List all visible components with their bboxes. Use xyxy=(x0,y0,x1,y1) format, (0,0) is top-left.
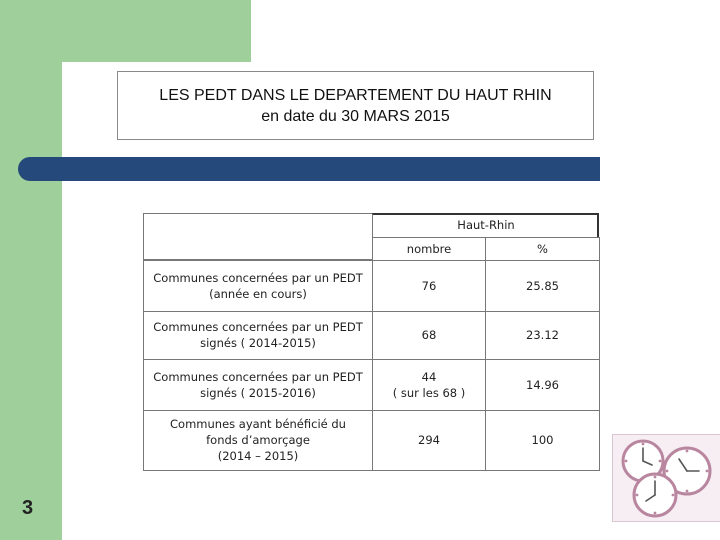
table-cell-percent: 14.96 xyxy=(526,377,559,392)
table-cell-nombre: 68 xyxy=(421,328,437,342)
label-line: (2014 – 2015) xyxy=(217,449,299,463)
grid-line xyxy=(599,238,600,470)
nombre-line: 44 xyxy=(421,369,437,384)
label-line: signés ( 2015-2016) xyxy=(200,385,316,400)
accent-bar xyxy=(18,157,600,181)
label-line: signés ( 2014-2015) xyxy=(200,336,316,350)
table-cell-percent: 25.85 xyxy=(526,279,559,293)
label-line: (année en cours) xyxy=(209,287,307,301)
title-line-1: LES PEDT DANS LE DEPARTEMENT DU HAUT RHIN xyxy=(159,86,552,104)
table-cell-percent: 23.12 xyxy=(526,328,559,342)
nombre-line: ( sur les 68 ) xyxy=(392,385,466,400)
table-cell-nombre: 76 xyxy=(421,279,437,293)
table-row-label xyxy=(145,360,371,409)
grid-line xyxy=(143,470,600,471)
label-line: Communes concernées par un PEDT xyxy=(153,369,363,384)
table-row-label xyxy=(145,312,371,358)
label-line: Communes ayant bénéficié du xyxy=(170,417,346,431)
table-cell-nombre: 294 xyxy=(418,433,440,447)
slide-number: 3 xyxy=(22,497,34,519)
column-header-percent: % xyxy=(537,242,548,256)
clocks-icon xyxy=(612,434,720,522)
grid-line xyxy=(372,237,600,238)
table-row-label xyxy=(145,262,371,310)
rounded-corner xyxy=(62,62,122,122)
table-empty-header xyxy=(143,213,372,260)
grid-line xyxy=(143,260,600,261)
label-line: Communes concernées par un PEDT xyxy=(153,271,363,285)
table-cell-percent: 100 xyxy=(531,433,554,447)
table-row-label xyxy=(145,411,371,469)
label-line: Communes concernées par un PEDT xyxy=(153,320,363,334)
label-line: fonds d’amorçage xyxy=(206,433,310,447)
grid-line xyxy=(143,260,144,470)
title-line-2: en date du 30 MARS 2015 xyxy=(261,107,450,125)
column-header-nombre: nombre xyxy=(406,242,452,256)
title-box xyxy=(117,71,594,140)
green-side-stripe xyxy=(0,0,62,540)
group-header: Haut-Rhin xyxy=(457,218,515,232)
table-cell-nombre xyxy=(373,360,485,409)
